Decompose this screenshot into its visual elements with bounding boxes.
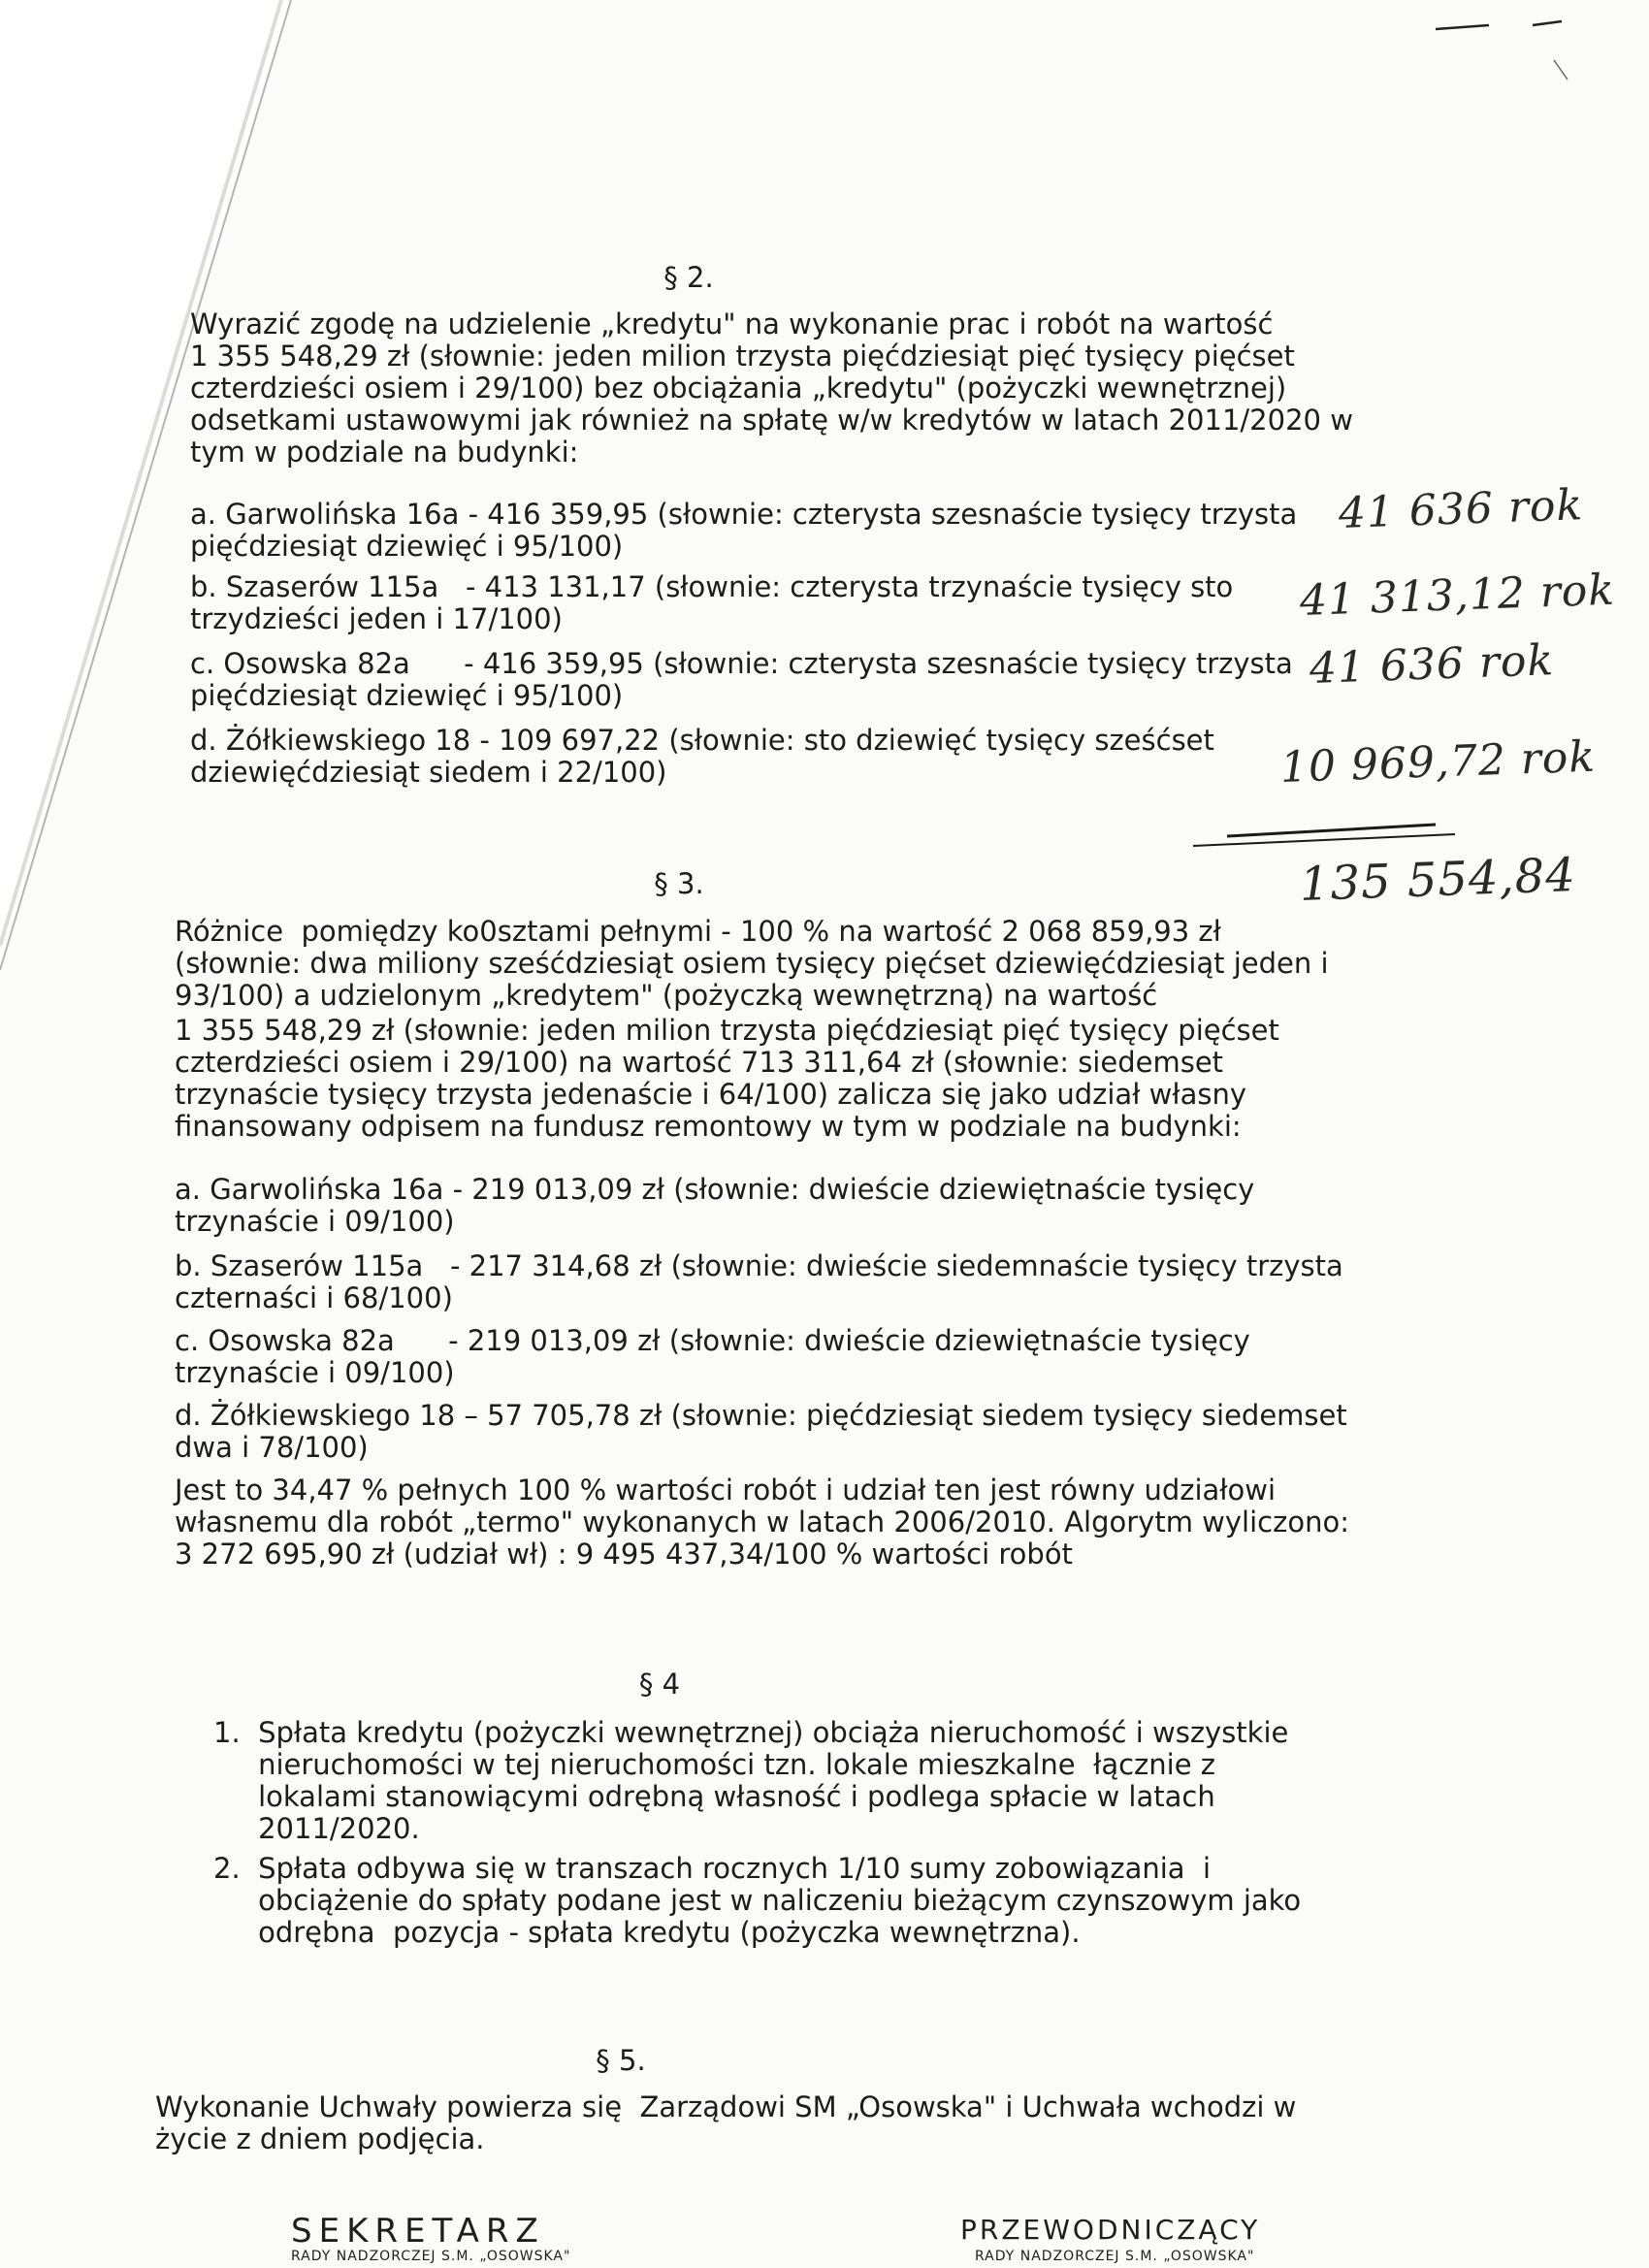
s2-line: tym w podziale na budynki:	[190, 436, 579, 469]
s3-line: d. Żółkiewskiego 18 – 57 705,78 zł (słownie: pięćdziesiąt siedem tysięcy siedemset	[175, 1399, 1347, 1432]
s3-line: czterdzieści osiem i 29/100) na wartość 713 311,64 zł (słownie: siedemset	[175, 1046, 1224, 1079]
s4-line: 1. Spłata kredytu (pożyczki wewnętrznej) obciąża nieruchomość i wszystkie	[213, 1716, 1289, 1749]
handwritten-total: 135 554,84	[1299, 848, 1577, 912]
handwritten-note-c: 41 636 rok	[1309, 635, 1555, 694]
s5-line: Wykonanie Uchwały powierza się Zarządowi SM „Osowska" i Uchwała wchodzi w	[155, 2090, 1297, 2123]
s3-line: 1 355 548,29 zł (słownie: jeden milion trzysta pięćdziesiąt pięć tysięcy pięćset	[175, 1014, 1279, 1047]
section-3-heading: § 3.	[654, 867, 704, 900]
s2-line: pięćdziesiąt dziewięć i 95/100)	[190, 530, 624, 563]
s2-line: a. Garwolińska 16a - 416 359,95 (słownie: czterysta szesnaście tysięcy trzysta	[190, 498, 1298, 531]
s3-line: 93/100) a udzielonym „kredytem" (pożyczką wewnętrzną) na wartość	[175, 979, 1158, 1012]
s2-line: dziewięćdziesiąt siedem i 22/100)	[190, 756, 667, 789]
signature-right-subtitle: RADY NADZORCZEJ S.M. „OSOWSKA"	[975, 2249, 1255, 2264]
s3-line: czternaści i 68/100)	[175, 1281, 453, 1314]
s2-line: czterdzieści osiem i 29/100) bez obciążania „kredytu" (pożyczki wewnętrznej)	[190, 372, 1287, 405]
section-4-heading: § 4	[638, 1668, 681, 1701]
signature-right-title: PRZEWODNICZĄCY	[960, 2214, 1261, 2246]
s3-line: trzynaście tysięcy trzysta jedenaście i 64/100) zalicza się jako udział własny	[175, 1078, 1247, 1111]
s3-line: trzynaście i 09/100)	[175, 1205, 455, 1238]
s2-line: Wyrazić zgodę na udzielenie „kredytu" na wykonanie prac i robót na wartość	[190, 308, 1274, 340]
s3-line: c. Osowska 82a - 219 013,09 zł (słownie: dwieście dziewiętnaście tysięcy	[175, 1324, 1250, 1357]
section-2-heading: § 2.	[663, 261, 714, 294]
s2-line: b. Szaserów 115a - 413 131,17 (słownie: czterysta trzynaście tysięcy sto	[190, 570, 1234, 603]
s4-line: odrębna pozycja - spłata kredytu (pożyczka wewnętrzna).	[213, 1916, 1081, 1949]
s3-line: finansowany odpisem na fundusz remontowy w tym w podziale na budynki:	[175, 1110, 1242, 1143]
s3-line: a. Garwolińska 16a - 219 013,09 zł (słownie: dwieście dziewiętnaście tysięcy	[175, 1173, 1255, 1206]
s2-line: pięćdziesiąt dziewięć i 95/100)	[190, 679, 624, 712]
s5-line: życie z dniem podjęcia.	[155, 2122, 485, 2155]
s3-line: Jest to 34,47 % pełnych 100 % wartości robót i udział ten jest równy udziałowi	[175, 1474, 1277, 1507]
s2-line: d. Żółkiewskiego 18 - 109 697,22 (słownie: sto dziewięć tysięcy sześćset	[190, 724, 1214, 757]
s2-line: 1 355 548,29 zł (słownie: jeden milion trzysta pięćdziesiąt pięć tysięcy pięćset	[190, 340, 1295, 373]
s4-line: lokalami stanowiącymi odrębną własność i podlega spłacie w latach	[213, 1780, 1215, 1813]
handwritten-note-d: 10 969,72 rok	[1279, 731, 1597, 793]
handwritten-note-b: 41 313,12 rok	[1299, 565, 1616, 626]
s3-line: dwa i 78/100)	[175, 1431, 369, 1464]
s3-line: własnemu dla robót „termo" wykonanych w latach 2006/2010. Algorytm wyliczono:	[175, 1506, 1349, 1539]
s2-line: c. Osowska 82a - 416 359,95 (słownie: czterysta szesnaście tysięcy trzysta	[190, 647, 1293, 680]
s2-line: trzydzieści jeden i 17/100)	[190, 602, 563, 635]
s2-line: odsetkami ustawowymi jak również na spłatę w/w kredytów w latach 2011/2020 w	[190, 404, 1353, 437]
s4-line: 2. Spłata odbywa się w transzach rocznych 1/10 sumy zobowiązania i	[213, 1852, 1212, 1885]
signature-left-title: SEKRETARZ	[291, 2212, 545, 2251]
section-5-heading: § 5.	[596, 2044, 646, 2077]
s3-line: 3 272 695,90 zł (udział wł) : 9 495 437,34/100 % wartości robót	[175, 1538, 1073, 1571]
s3-line: b. Szaserów 115a - 217 314,68 zł (słownie: dwieście siedemnaście tysięcy trzysta	[175, 1249, 1343, 1282]
s3-line: Różnice pomiędzy ko0sztami pełnymi - 100 % na wartość 2 068 859,93 zł	[175, 915, 1221, 948]
s3-line: trzynaście i 09/100)	[175, 1356, 455, 1389]
handwritten-note-a: 41 636 rok	[1338, 480, 1584, 538]
s4-line: nieruchomości w tej nieruchomości tzn. lokale mieszkalne łącznie z	[213, 1748, 1215, 1781]
s4-line: 2011/2020.	[213, 1812, 420, 1845]
s4-line: obciążenie do spłaty podane jest w naliczeniu bieżącym czynszowym jako	[213, 1884, 1302, 1917]
signature-left-subtitle: RADY NADZORCZEJ S.M. „OSOWSKA"	[291, 2249, 571, 2264]
s3-line: (słownie: dwa miliony sześćdziesiąt osiem tysięcy pięćset dziewięćdziesiąt jeden i	[175, 947, 1329, 980]
